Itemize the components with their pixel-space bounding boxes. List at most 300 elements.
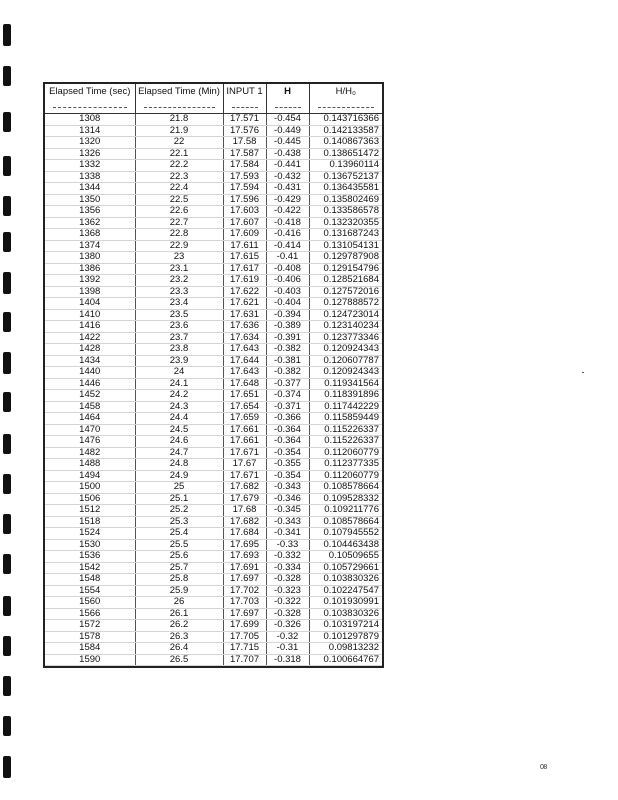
cell-input-1: 17.679 (223, 493, 266, 505)
cell-elapsed-min: 25.8 (135, 574, 223, 586)
cell-h: -0.345 (266, 505, 309, 517)
cell-input-1: 17.695 (223, 539, 266, 551)
table-row (45, 585, 382, 597)
cell-elapsed-min: 22.1 (135, 148, 223, 160)
cell-h: -0.328 (266, 608, 309, 620)
table-row (45, 229, 382, 241)
cell-h-ratio: 0.127572016 (309, 286, 382, 298)
cell-h-ratio: 0.142133587 (309, 125, 382, 137)
table-row (45, 551, 382, 563)
cell-elapsed-sec: 1476 (45, 436, 135, 448)
cell-h: -0.364 (266, 436, 309, 448)
cell-input-1: 17.697 (223, 608, 266, 620)
cell-input-1: 17.67 (223, 459, 266, 471)
cell-h-ratio: 0.136752137 (309, 171, 382, 183)
cell-elapsed-sec: 1572 (45, 620, 135, 632)
cell-h-ratio: 0.103830326 (309, 608, 382, 620)
cell-input-1: 17.703 (223, 597, 266, 609)
cell-h: -0.394 (266, 309, 309, 321)
cell-h-ratio: 0.131687243 (309, 229, 382, 241)
cell-h-ratio: 0.109528332 (309, 493, 382, 505)
scan-edge-mark (3, 474, 11, 494)
cell-elapsed-sec: 1434 (45, 355, 135, 367)
cell-h-ratio: 0.129787908 (309, 252, 382, 264)
cell-elapsed-sec: 1578 (45, 631, 135, 643)
cell-elapsed-min: 26.5 (135, 654, 223, 666)
table-row (45, 516, 382, 528)
scan-edge-mark (3, 312, 11, 332)
cell-elapsed-sec: 1320 (45, 137, 135, 149)
table-row (45, 344, 382, 356)
cell-elapsed-sec: 1422 (45, 332, 135, 344)
header-h-ratio: H/H₀ (309, 84, 382, 114)
cell-h-ratio: 0.119341564 (309, 378, 382, 390)
cell-elapsed-sec: 1488 (45, 459, 135, 471)
cell-elapsed-sec: 1368 (45, 229, 135, 241)
cell-h: -0.438 (266, 148, 309, 160)
table-row (45, 183, 382, 195)
cell-input-1: 17.587 (223, 148, 266, 160)
cell-h-ratio: 0.115859449 (309, 413, 382, 425)
cell-input-1: 17.671 (223, 470, 266, 482)
cell-h: -0.422 (266, 206, 309, 218)
cell-h: -0.41 (266, 252, 309, 264)
cell-input-1: 17.648 (223, 378, 266, 390)
cell-h-ratio: 0.140867363 (309, 137, 382, 149)
scan-speck (582, 372, 584, 373)
cell-h: -0.449 (266, 125, 309, 137)
table-row (45, 309, 382, 321)
cell-elapsed-sec: 1410 (45, 309, 135, 321)
cell-elapsed-min: 24 (135, 367, 223, 379)
scan-edge-mark (3, 636, 11, 656)
table-row (45, 505, 382, 517)
cell-elapsed-sec: 1542 (45, 562, 135, 574)
cell-h: -0.33 (266, 539, 309, 551)
cell-input-1: 17.702 (223, 585, 266, 597)
cell-elapsed-min: 22.2 (135, 160, 223, 172)
cell-h-ratio: 0.108578664 (309, 482, 382, 494)
cell-input-1: 17.619 (223, 275, 266, 287)
scan-edge-mark (3, 352, 11, 374)
cell-elapsed-sec: 1524 (45, 528, 135, 540)
cell-h-ratio: 0.117442229 (309, 401, 382, 413)
cell-elapsed-min: 22.5 (135, 194, 223, 206)
cell-input-1: 17.68 (223, 505, 266, 517)
cell-elapsed-min: 24.3 (135, 401, 223, 413)
header-h: H (266, 84, 309, 114)
cell-h-ratio: 0.10509655 (309, 551, 382, 563)
cell-h-ratio: 0.129154796 (309, 263, 382, 275)
cell-input-1: 17.691 (223, 562, 266, 574)
table-row (45, 401, 382, 413)
cell-elapsed-min: 24.7 (135, 447, 223, 459)
cell-input-1: 17.682 (223, 516, 266, 528)
scan-edge-mark (3, 66, 11, 86)
cell-elapsed-sec: 1392 (45, 275, 135, 287)
table-row (45, 459, 382, 471)
cell-h-ratio: 0.102247547 (309, 585, 382, 597)
cell-elapsed-min: 23.5 (135, 309, 223, 321)
cell-h-ratio: 0.112060779 (309, 447, 382, 459)
cell-h-ratio: 0.136435581 (309, 183, 382, 195)
scan-edge-mark (3, 196, 11, 216)
cell-h: -0.32 (266, 631, 309, 643)
table-row (45, 470, 382, 482)
cell-input-1: 17.631 (223, 309, 266, 321)
cell-h: -0.364 (266, 424, 309, 436)
cell-h-ratio: 0.128521684 (309, 275, 382, 287)
cell-elapsed-sec: 1518 (45, 516, 135, 528)
cell-elapsed-min: 22.3 (135, 171, 223, 183)
cell-elapsed-sec: 1548 (45, 574, 135, 586)
cell-elapsed-sec: 1338 (45, 171, 135, 183)
cell-elapsed-sec: 1530 (45, 539, 135, 551)
cell-h: -0.406 (266, 275, 309, 287)
cell-h-ratio: 0.135802469 (309, 194, 382, 206)
cell-h: -0.377 (266, 378, 309, 390)
scan-edge-mark (3, 272, 11, 294)
cell-h: -0.432 (266, 171, 309, 183)
table-row (45, 528, 382, 540)
cell-h-ratio: 0.131054131 (309, 240, 382, 252)
cell-input-1: 17.607 (223, 217, 266, 229)
cell-elapsed-sec: 1356 (45, 206, 135, 218)
cell-elapsed-min: 22 (135, 137, 223, 149)
cell-elapsed-min: 24.8 (135, 459, 223, 471)
table-row (45, 148, 382, 160)
cell-elapsed-min: 23 (135, 252, 223, 264)
scan-edge-mark (3, 596, 11, 616)
cell-elapsed-min: 24.5 (135, 424, 223, 436)
cell-h: -0.318 (266, 654, 309, 666)
cell-h-ratio: 0.120924343 (309, 344, 382, 356)
cell-h: -0.366 (266, 413, 309, 425)
cell-elapsed-min: 23.2 (135, 275, 223, 287)
cell-input-1: 17.634 (223, 332, 266, 344)
cell-elapsed-min: 26.1 (135, 608, 223, 620)
cell-elapsed-sec: 1494 (45, 470, 135, 482)
cell-elapsed-min: 23.1 (135, 263, 223, 275)
cell-input-1: 17.621 (223, 298, 266, 310)
header-elapsed-sec: Elapsed Time (sec) (45, 84, 135, 114)
table-row (45, 252, 382, 264)
cell-h-ratio: 0.127888572 (309, 298, 382, 310)
cell-input-1: 17.571 (223, 114, 266, 126)
cell-input-1: 17.654 (223, 401, 266, 413)
table-row (45, 125, 382, 137)
table-row (45, 413, 382, 425)
cell-input-1: 17.622 (223, 286, 266, 298)
cell-input-1: 17.707 (223, 654, 266, 666)
table-row (45, 390, 382, 402)
cell-elapsed-min: 26.2 (135, 620, 223, 632)
cell-h-ratio: 0.123773346 (309, 332, 382, 344)
page-mark: 08 (540, 764, 547, 771)
cell-h: -0.355 (266, 459, 309, 471)
cell-h: -0.374 (266, 390, 309, 402)
cell-elapsed-sec: 1398 (45, 286, 135, 298)
cell-input-1: 17.684 (223, 528, 266, 540)
cell-elapsed-sec: 1560 (45, 597, 135, 609)
cell-h-ratio: 0.120607787 (309, 355, 382, 367)
cell-h: -0.343 (266, 482, 309, 494)
cell-elapsed-sec: 1554 (45, 585, 135, 597)
cell-input-1: 17.705 (223, 631, 266, 643)
cell-input-1: 17.596 (223, 194, 266, 206)
cell-elapsed-sec: 1374 (45, 240, 135, 252)
cell-elapsed-sec: 1332 (45, 160, 135, 172)
cell-elapsed-sec: 1590 (45, 654, 135, 666)
data-table (45, 84, 382, 666)
cell-h-ratio: 0.13960114 (309, 160, 382, 172)
cell-h: -0.332 (266, 551, 309, 563)
cell-h-ratio: 0.123140234 (309, 321, 382, 333)
cell-elapsed-sec: 1566 (45, 608, 135, 620)
cell-elapsed-sec: 1500 (45, 482, 135, 494)
cell-elapsed-min: 25.6 (135, 551, 223, 563)
cell-input-1: 17.697 (223, 574, 266, 586)
cell-input-1: 17.617 (223, 263, 266, 275)
cell-elapsed-min: 24.2 (135, 390, 223, 402)
cell-input-1: 17.58 (223, 137, 266, 149)
cell-elapsed-min: 25.3 (135, 516, 223, 528)
cell-h-ratio: 0.132320355 (309, 217, 382, 229)
cell-h-ratio: 0.104463438 (309, 539, 382, 551)
cell-elapsed-sec: 1470 (45, 424, 135, 436)
cell-h: -0.371 (266, 401, 309, 413)
table-row (45, 286, 382, 298)
cell-input-1: 17.593 (223, 171, 266, 183)
cell-elapsed-sec: 1314 (45, 125, 135, 137)
scan-edge-mark (3, 716, 11, 736)
cell-input-1: 17.715 (223, 643, 266, 655)
cell-input-1: 17.699 (223, 620, 266, 632)
cell-elapsed-min: 23.9 (135, 355, 223, 367)
cell-elapsed-sec: 1584 (45, 643, 135, 655)
cell-h-ratio: 0.107945552 (309, 528, 382, 540)
cell-h-ratio: 0.09813232 (309, 643, 382, 655)
cell-elapsed-min: 25.2 (135, 505, 223, 517)
cell-elapsed-sec: 1326 (45, 148, 135, 160)
table-row (45, 620, 382, 632)
cell-elapsed-sec: 1506 (45, 493, 135, 505)
scan-edge-mark (3, 392, 11, 412)
scan-edge-mark (3, 112, 11, 132)
cell-h-ratio: 0.112377335 (309, 459, 382, 471)
cell-h: -0.429 (266, 194, 309, 206)
data-table-frame (43, 82, 384, 668)
cell-h-ratio: 0.124723014 (309, 309, 382, 321)
cell-h: -0.391 (266, 332, 309, 344)
table-body (45, 114, 382, 666)
cell-elapsed-sec: 1308 (45, 114, 135, 126)
cell-h: -0.322 (266, 597, 309, 609)
cell-elapsed-min: 25.4 (135, 528, 223, 540)
cell-h: -0.403 (266, 286, 309, 298)
table-row (45, 643, 382, 655)
table-row (45, 114, 382, 126)
cell-h: -0.326 (266, 620, 309, 632)
scan-edge-mark (3, 24, 11, 46)
cell-h: -0.416 (266, 229, 309, 241)
cell-h: -0.346 (266, 493, 309, 505)
cell-h: -0.343 (266, 516, 309, 528)
cell-elapsed-min: 25.5 (135, 539, 223, 551)
cell-h: -0.454 (266, 114, 309, 126)
cell-elapsed-min: 21.9 (135, 125, 223, 137)
table-row (45, 424, 382, 436)
cell-elapsed-sec: 1362 (45, 217, 135, 229)
cell-input-1: 17.603 (223, 206, 266, 218)
cell-elapsed-min: 24.1 (135, 378, 223, 390)
cell-h-ratio: 0.105729661 (309, 562, 382, 574)
cell-elapsed-sec: 1446 (45, 378, 135, 390)
cell-h-ratio: 0.143716366 (309, 114, 382, 126)
cell-elapsed-min: 24.9 (135, 470, 223, 482)
cell-input-1: 17.643 (223, 367, 266, 379)
table-row (45, 217, 382, 229)
table-row (45, 275, 382, 287)
table-row (45, 298, 382, 310)
table-row (45, 171, 382, 183)
table-row (45, 539, 382, 551)
scan-edge-mark (3, 676, 11, 696)
header-elapsed-min: Elapsed Time (Min) (135, 84, 223, 114)
cell-input-1: 17.611 (223, 240, 266, 252)
cell-elapsed-min: 22.9 (135, 240, 223, 252)
header-input-1: INPUT 1 (223, 84, 266, 114)
cell-elapsed-min: 25.7 (135, 562, 223, 574)
cell-elapsed-sec: 1350 (45, 194, 135, 206)
cell-elapsed-sec: 1380 (45, 252, 135, 264)
cell-h-ratio: 0.115226337 (309, 436, 382, 448)
table-row (45, 263, 382, 275)
table-row (45, 436, 382, 448)
cell-elapsed-min: 23.3 (135, 286, 223, 298)
cell-elapsed-min: 22.8 (135, 229, 223, 241)
table-row (45, 631, 382, 643)
cell-h-ratio: 0.103197214 (309, 620, 382, 632)
cell-elapsed-sec: 1458 (45, 401, 135, 413)
table-row (45, 482, 382, 494)
cell-h: -0.381 (266, 355, 309, 367)
cell-h-ratio: 0.115226337 (309, 424, 382, 436)
cell-elapsed-sec: 1404 (45, 298, 135, 310)
cell-h: -0.404 (266, 298, 309, 310)
table-row (45, 597, 382, 609)
cell-h-ratio: 0.133586578 (309, 206, 382, 218)
table-row (45, 206, 382, 218)
cell-input-1: 17.661 (223, 436, 266, 448)
cell-h: -0.414 (266, 240, 309, 252)
table-row (45, 562, 382, 574)
table-header-row (45, 84, 382, 114)
cell-h: -0.334 (266, 562, 309, 574)
cell-input-1: 17.643 (223, 344, 266, 356)
cell-h-ratio: 0.101297879 (309, 631, 382, 643)
cell-elapsed-sec: 1428 (45, 344, 135, 356)
cell-h-ratio: 0.118391896 (309, 390, 382, 402)
cell-elapsed-sec: 1416 (45, 321, 135, 333)
cell-h-ratio: 0.100664767 (309, 654, 382, 666)
scan-edge-mark (3, 756, 11, 778)
cell-input-1: 17.636 (223, 321, 266, 333)
cell-h: -0.389 (266, 321, 309, 333)
cell-elapsed-min: 26 (135, 597, 223, 609)
cell-elapsed-min: 26.4 (135, 643, 223, 655)
table-row (45, 194, 382, 206)
cell-elapsed-min: 23.7 (135, 332, 223, 344)
table-row (45, 493, 382, 505)
table-row (45, 367, 382, 379)
table-row (45, 137, 382, 149)
cell-h: -0.382 (266, 367, 309, 379)
table-row (45, 447, 382, 459)
table-row (45, 160, 382, 172)
cell-elapsed-min: 26.3 (135, 631, 223, 643)
cell-elapsed-sec: 1512 (45, 505, 135, 517)
cell-h: -0.354 (266, 470, 309, 482)
cell-h: -0.31 (266, 643, 309, 655)
cell-h: -0.441 (266, 160, 309, 172)
cell-input-1: 17.661 (223, 424, 266, 436)
cell-elapsed-min: 22.7 (135, 217, 223, 229)
cell-h: -0.323 (266, 585, 309, 597)
table-row (45, 608, 382, 620)
cell-input-1: 17.576 (223, 125, 266, 137)
cell-h: -0.328 (266, 574, 309, 586)
cell-h: -0.408 (266, 263, 309, 275)
cell-h-ratio: 0.138651472 (309, 148, 382, 160)
cell-input-1: 17.682 (223, 482, 266, 494)
cell-input-1: 17.651 (223, 390, 266, 402)
cell-input-1: 17.615 (223, 252, 266, 264)
cell-elapsed-sec: 1386 (45, 263, 135, 275)
cell-elapsed-sec: 1344 (45, 183, 135, 195)
cell-h: -0.431 (266, 183, 309, 195)
cell-h-ratio: 0.108578664 (309, 516, 382, 528)
cell-input-1: 17.644 (223, 355, 266, 367)
cell-elapsed-min: 23.4 (135, 298, 223, 310)
cell-h-ratio: 0.112060779 (309, 470, 382, 482)
scan-edge-mark (3, 514, 11, 534)
cell-elapsed-sec: 1452 (45, 390, 135, 402)
cell-input-1: 17.594 (223, 183, 266, 195)
table-row (45, 321, 382, 333)
cell-h-ratio: 0.101930991 (309, 597, 382, 609)
cell-h-ratio: 0.109211776 (309, 505, 382, 517)
cell-elapsed-sec: 1464 (45, 413, 135, 425)
cell-h: -0.354 (266, 447, 309, 459)
cell-elapsed-min: 21.8 (135, 114, 223, 126)
cell-elapsed-min: 23.6 (135, 321, 223, 333)
table-row (45, 378, 382, 390)
table-row (45, 654, 382, 666)
table-row (45, 240, 382, 252)
cell-elapsed-min: 24.4 (135, 413, 223, 425)
cell-elapsed-sec: 1536 (45, 551, 135, 563)
cell-elapsed-min: 22.6 (135, 206, 223, 218)
scan-edge-mark (3, 554, 11, 574)
cell-elapsed-min: 24.6 (135, 436, 223, 448)
cell-elapsed-min: 23.8 (135, 344, 223, 356)
cell-elapsed-sec: 1482 (45, 447, 135, 459)
cell-input-1: 17.693 (223, 551, 266, 563)
table-row (45, 574, 382, 586)
cell-input-1: 17.659 (223, 413, 266, 425)
cell-elapsed-sec: 1440 (45, 367, 135, 379)
